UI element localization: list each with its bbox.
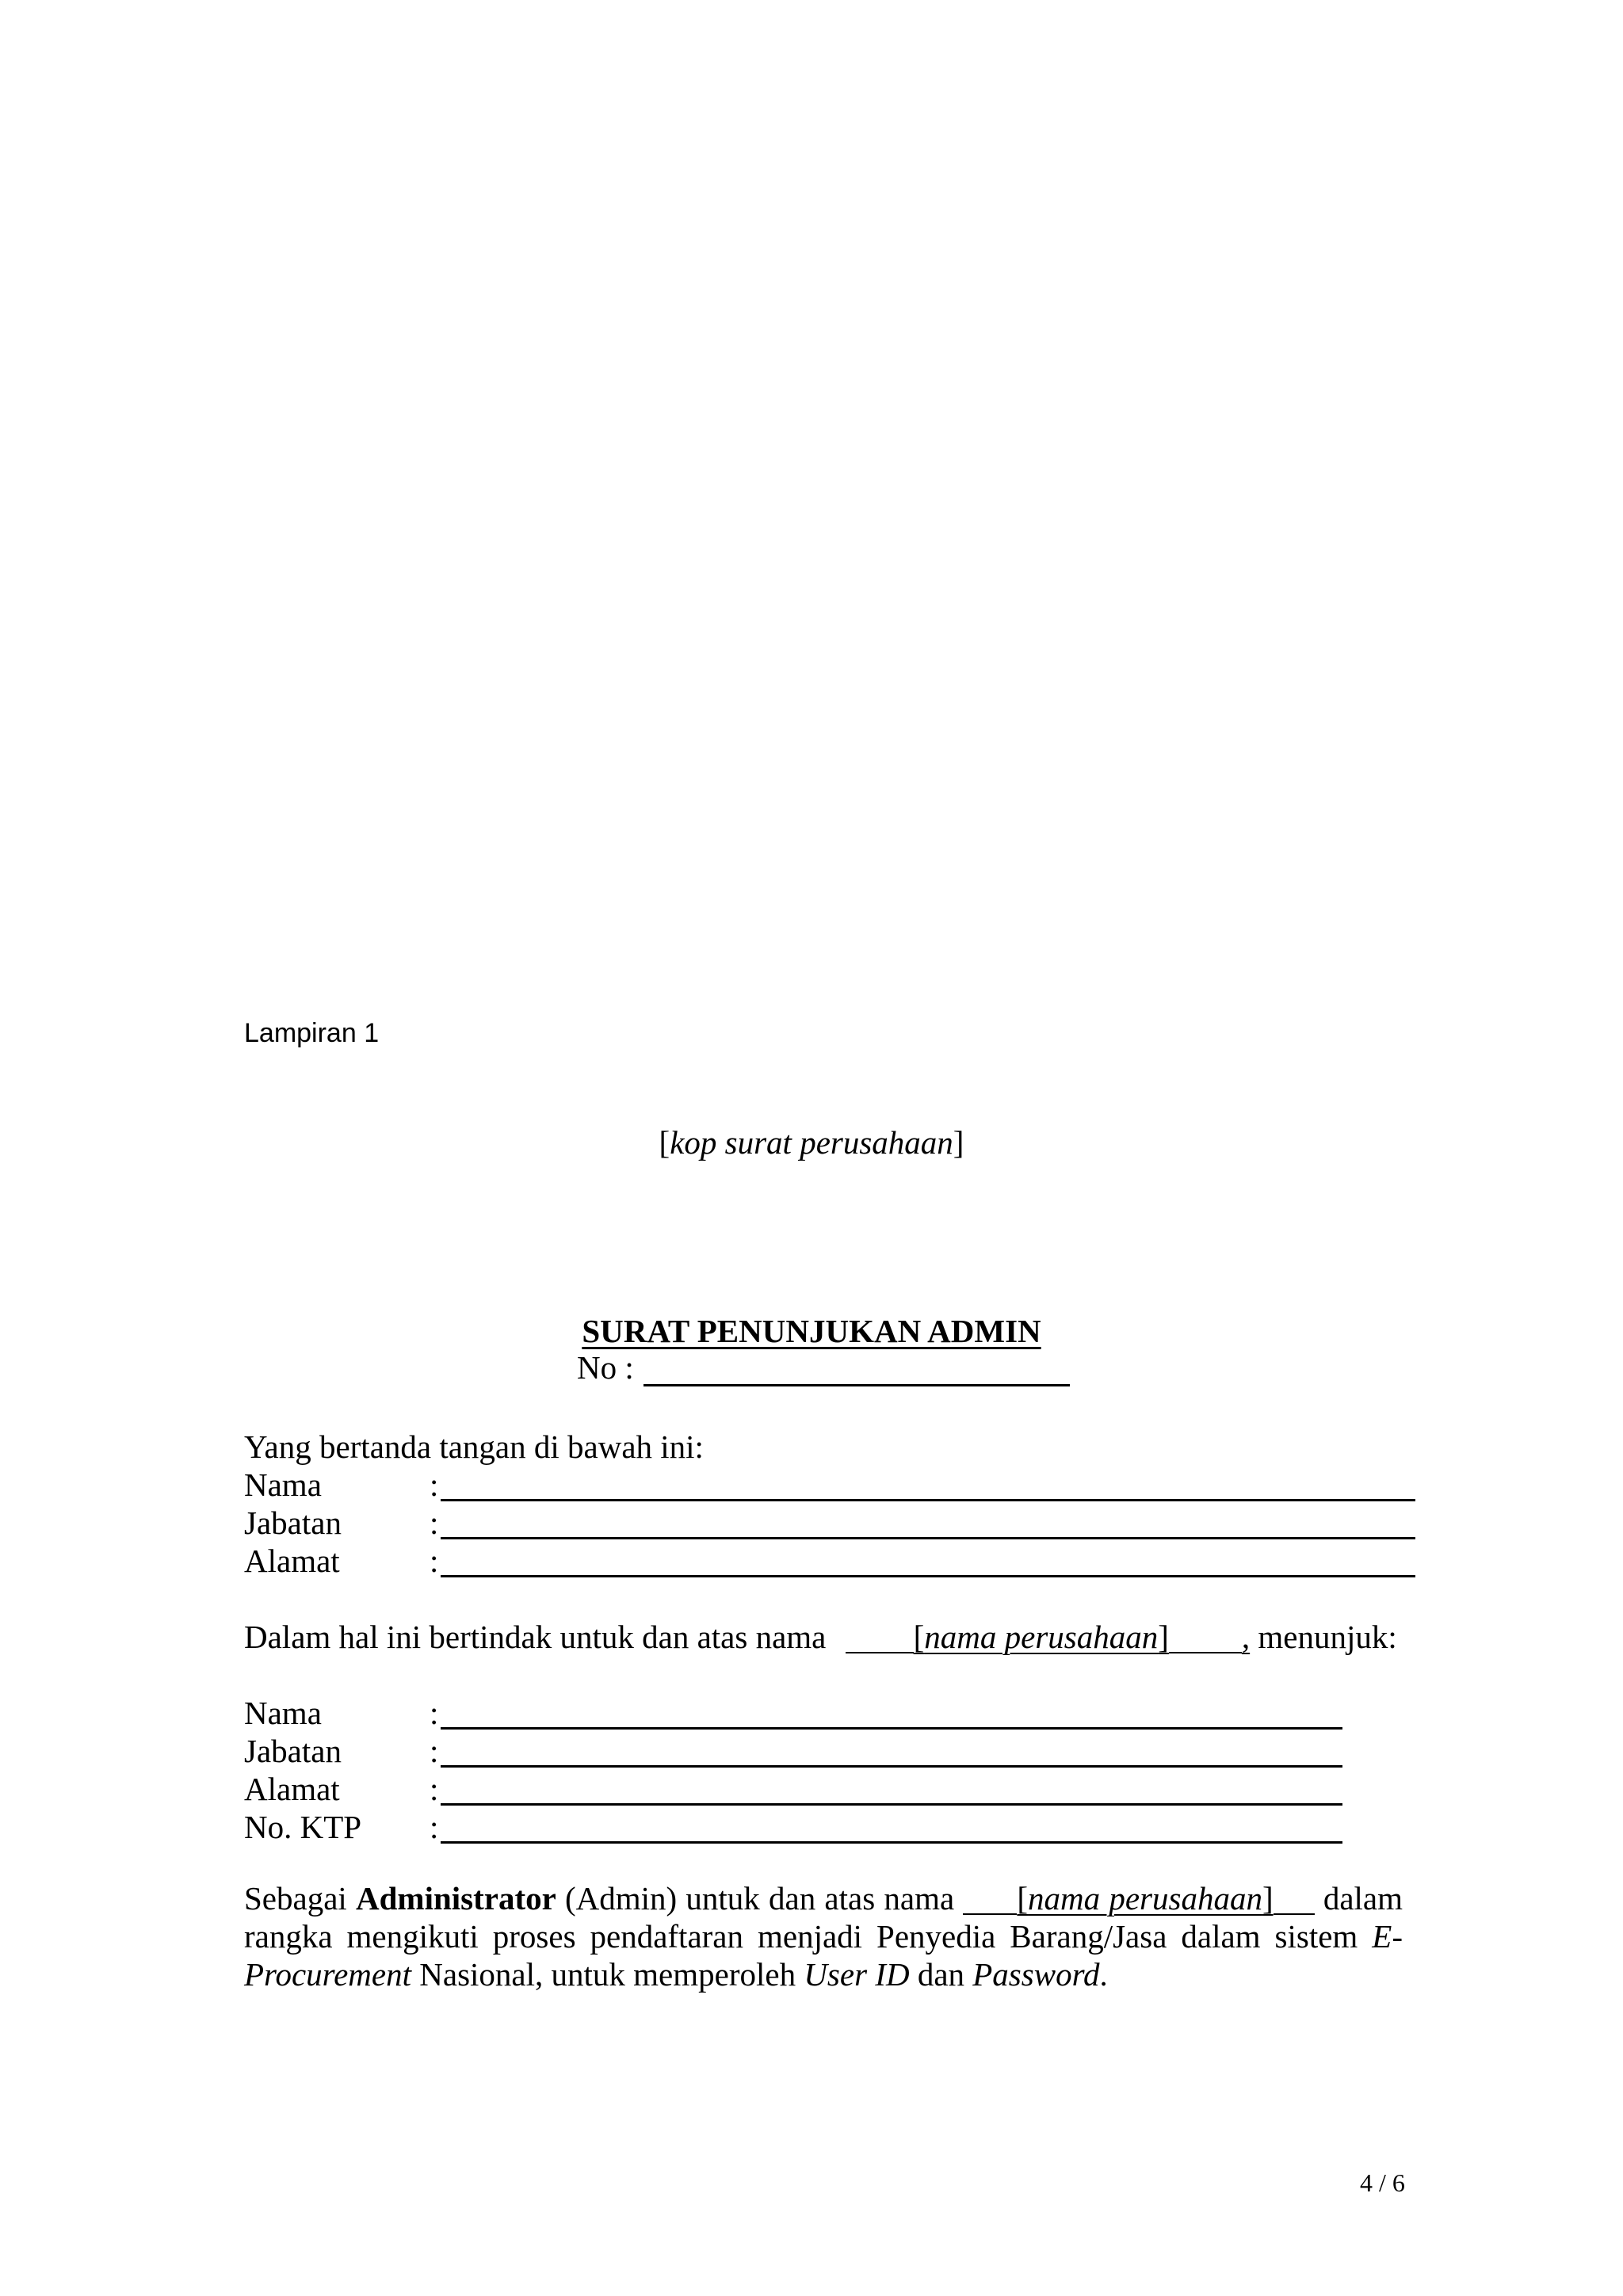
field-label: Nama [244, 1695, 322, 1731]
letterhead-bracket-close: ] [953, 1124, 964, 1161]
field-colon: : [430, 1466, 439, 1503]
acting-suffix-text: menunjuk: [1250, 1619, 1397, 1655]
acting-comma: , [1241, 1619, 1251, 1655]
field-colon: : [430, 1695, 439, 1731]
field-colon: : [430, 1543, 439, 1579]
company-placeholder: [nama perusahaan] [913, 1619, 1169, 1655]
letterhead-bracket-open: [ [659, 1124, 670, 1161]
blank-line-left [963, 1913, 1017, 1915]
field-colon: : [430, 1771, 439, 1807]
letterhead-placeholder [0, 1123, 1623, 1161]
field-label: Jabatan [244, 1733, 342, 1769]
user-id-term: User ID [804, 1956, 910, 1993]
field-label: Alamat [244, 1543, 340, 1579]
field-blank-line [441, 1803, 1342, 1806]
system-name: E-Procurement [244, 1918, 1403, 1993]
field-blank-line [441, 1727, 1342, 1730]
field-label: Jabatan [244, 1505, 342, 1541]
acting-prefix: Dalam hal ini bertindak untuk dan atas nama [244, 1619, 827, 1655]
field-label: Alamat [244, 1771, 340, 1807]
attachment-label: Lampiran 1 [244, 1018, 380, 1048]
field-blank-line [441, 1841, 1342, 1844]
field-colon: : [430, 1505, 439, 1541]
field-label: No. KTP [244, 1809, 362, 1845]
blank-line-right [1169, 1652, 1242, 1653]
number-blank-line [643, 1384, 1070, 1386]
field-colon: : [430, 1809, 439, 1845]
page-number: 4 / 6 [1360, 2168, 1405, 2197]
acting-on-behalf-line [244, 1618, 1397, 1656]
field-blank-line [441, 1765, 1342, 1768]
field-blank-line [441, 1537, 1415, 1539]
company-placeholder: [nama perusahaan] [1017, 1880, 1274, 1917]
purpose-paragraph: Sebagai Administrator (Admin) untuk dan atas nama [nama perusahaan] dalam rangka mengikuti proses pendaftaran menjadi Penyedia Barang/Jasa dalam sistem E-Procurement Nasional, untuk memperoleh User ID dan Password. [244, 1880, 1403, 1993]
blank-line-left [846, 1652, 914, 1653]
intro-text: Yang bertanda tangan di bawah ini: [244, 1428, 704, 1465]
password-term: Password [972, 1956, 1100, 1993]
field-blank-line [441, 1499, 1415, 1501]
field-blank-line [441, 1575, 1415, 1577]
document-title: SURAT PENUNJUKAN ADMIN [582, 1313, 1041, 1349]
blank-line-right [1274, 1913, 1315, 1915]
field-label: Nama [244, 1466, 322, 1503]
letterhead-text: kop surat perusahaan [670, 1124, 953, 1161]
number-label: No : [577, 1349, 634, 1386]
role-bold: Administrator [356, 1880, 556, 1917]
field-colon: : [430, 1733, 439, 1769]
